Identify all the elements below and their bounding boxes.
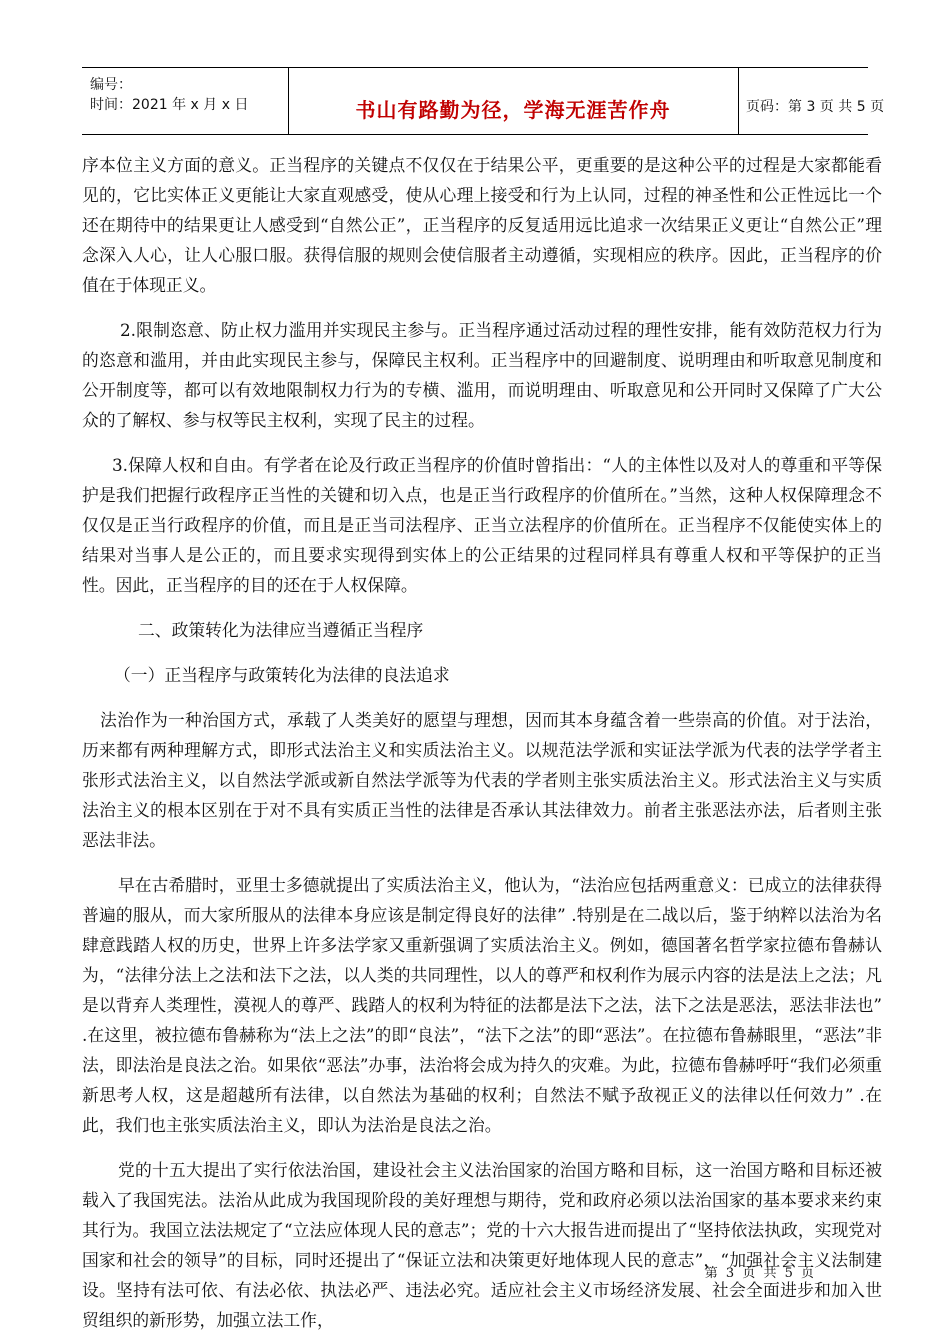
header-meta-cell: [82, 68, 289, 134]
header-motto: 书山有路勤为径，学海无涯苦作舟: [355, 98, 671, 122]
header-page-number: 页码：第 3 页 共 5 页: [746, 99, 885, 115]
body-paragraph: 早在古希腊时，亚里士多德就提出了实质法治主义，他认为，“法治应包括两重意义：已成立的法律获得普遍的服从，而大家所服从的法律本身应该是制定得良好的法律” .特别是在二战以后，鉴于纳粹以法治为名肆意践踏人权的历史，世界上许多法学家又重新强调了实质法治主义。例如，德国著名哲学家拉德布鲁赫认为，“法律分法上之法和法下之法，以人类的共同理性，以人的尊严和权利作为展示内容的法是法上之法；凡是以背弃人类理性，漠视人的尊严、践踏人的权利为特征的法都是法下之法，法下之法是恶法，恶法非法也” .在这里，被拉德布鲁赫称为“法上之法”的即“良法”，“法下之法”的即“恶法”。在拉德布鲁赫眼里，“恶法”非法，即法治是良法之治。如果依“恶法”办事，法治将会成为持久的灾难。为此，拉德布鲁赫呼吁“我们必须重新思考人权，这是超越所有法律，以自然法为基础的权利；自然法不赋予敌视正义的法律以任何效力” .在此，我们也主张实质法治主义，即认为法治是良法之治。: [82, 875, 882, 1135]
section-heading: 二、政策转化为法律应当遵循正当程序: [138, 620, 424, 640]
page-footer-number: 第 3 页 共 5 页: [704, 1266, 816, 1281]
subsection-heading: （一）正当程序与政策转化为法律的良法追求: [114, 665, 450, 685]
body-paragraph: 3.保障人权和自由。有学者在论及行政正当程序的价值时曾指出：“人的主体性以及对人的尊重和平等保护是我们把握行政程序正当性的关键和切入点，也是正当行政程序的价值所在。”当然，这种人权保障理念不仅仅是正当行政程序的价值，而且是正当司法程序、正当立法程序的价值所在。正当程序不仅能使实体上的结果对当事人是公正的，而且要求实现得到实体上的公正结果的过程同样具有尊重人权和平等保护的正当性。因此，正当程序的目的还在于人权保障。: [82, 455, 882, 595]
document-body: [82, 150, 882, 1335]
body-paragraph: 党的十五大提出了实行依法治国，建设社会主义法治国家的治国方略和目标，这一治国方略和目标还被载入了我国宪法。法治从此成为我国现阶段的美好理想与期待，党和政府必须以法治国家的基本要求来约束其行为。我国立法法规定了“立法应体现人民的意志”；党的十六大报告进而提出了“坚持依法执政，实现党对国家和社会的领导”的目标，同时还提出了“保证立法和决策更好地体现人民的意志”，“加强社会主义法制建设。坚持有法可依、有法必依、执法必严、违法必究。适应社会主义市场经济发展、社会全面进步和加入世贸组织的新形势，加强立法工作，: [82, 1160, 882, 1330]
document-number-label: 编号：: [90, 77, 132, 93]
body-paragraph: 序本位主义方面的意义。正当程序的关键点不仅仅在于结果公平，更重要的是这种公平的过程是大家都能看见的，它比实体正义更能让大家直观感受，使从心理上接受和行为上认同，过程的神圣性和公正性远比一个还在期待中的结果更让人感受到“自然公正”，正当程序的反复适用远比追求一次结果正义更让“自然公正”理念深入人心，让人心服口服。获得信服的规则会使信服者主动遵循，实现相应的秩序。因此，正当程序的价值在于体现正义。: [82, 155, 882, 295]
body-paragraph: 法治作为一种治国方式，承载了人类美好的愿望与理想，因而其本身蕴含着一些崇高的价值。对于法治，历来都有两种理解方式，即形式法治主义和实质法治主义。以规范法学派和实证法学派为代表的法学学者主张形式法治主义，以自然法学派或新自然法学派等为代表的学者则主张实质法治主义。形式法治主义与实质法治主义的根本区别在于对不具有实质正当性的法律是否承认其法律效力。前者主张恶法亦法，后者则主张恶法非法。: [82, 710, 882, 850]
document-time-label: 时间：2021 年 x 月 x 日: [90, 97, 249, 113]
body-paragraph: 2.限制恣意、防止权力滥用并实现民主参与。正当程序通过活动过程的理性安排，能有效防范权力行为的恣意和滥用，并由此实现民主参与，保障民主权利。正当程序中的回避制度、说明理由和听取意见制度和公开制度等，都可以有效地限制权力行为的专横、滥用，而说明理由、听取意见和公开同时又保障了广大公众的了解权、参与权等民主权利，实现了民主的过程。: [82, 320, 882, 430]
document-header: [82, 67, 885, 135]
header-motto-cell: [288, 68, 739, 134]
header-page-cell: [738, 68, 885, 134]
